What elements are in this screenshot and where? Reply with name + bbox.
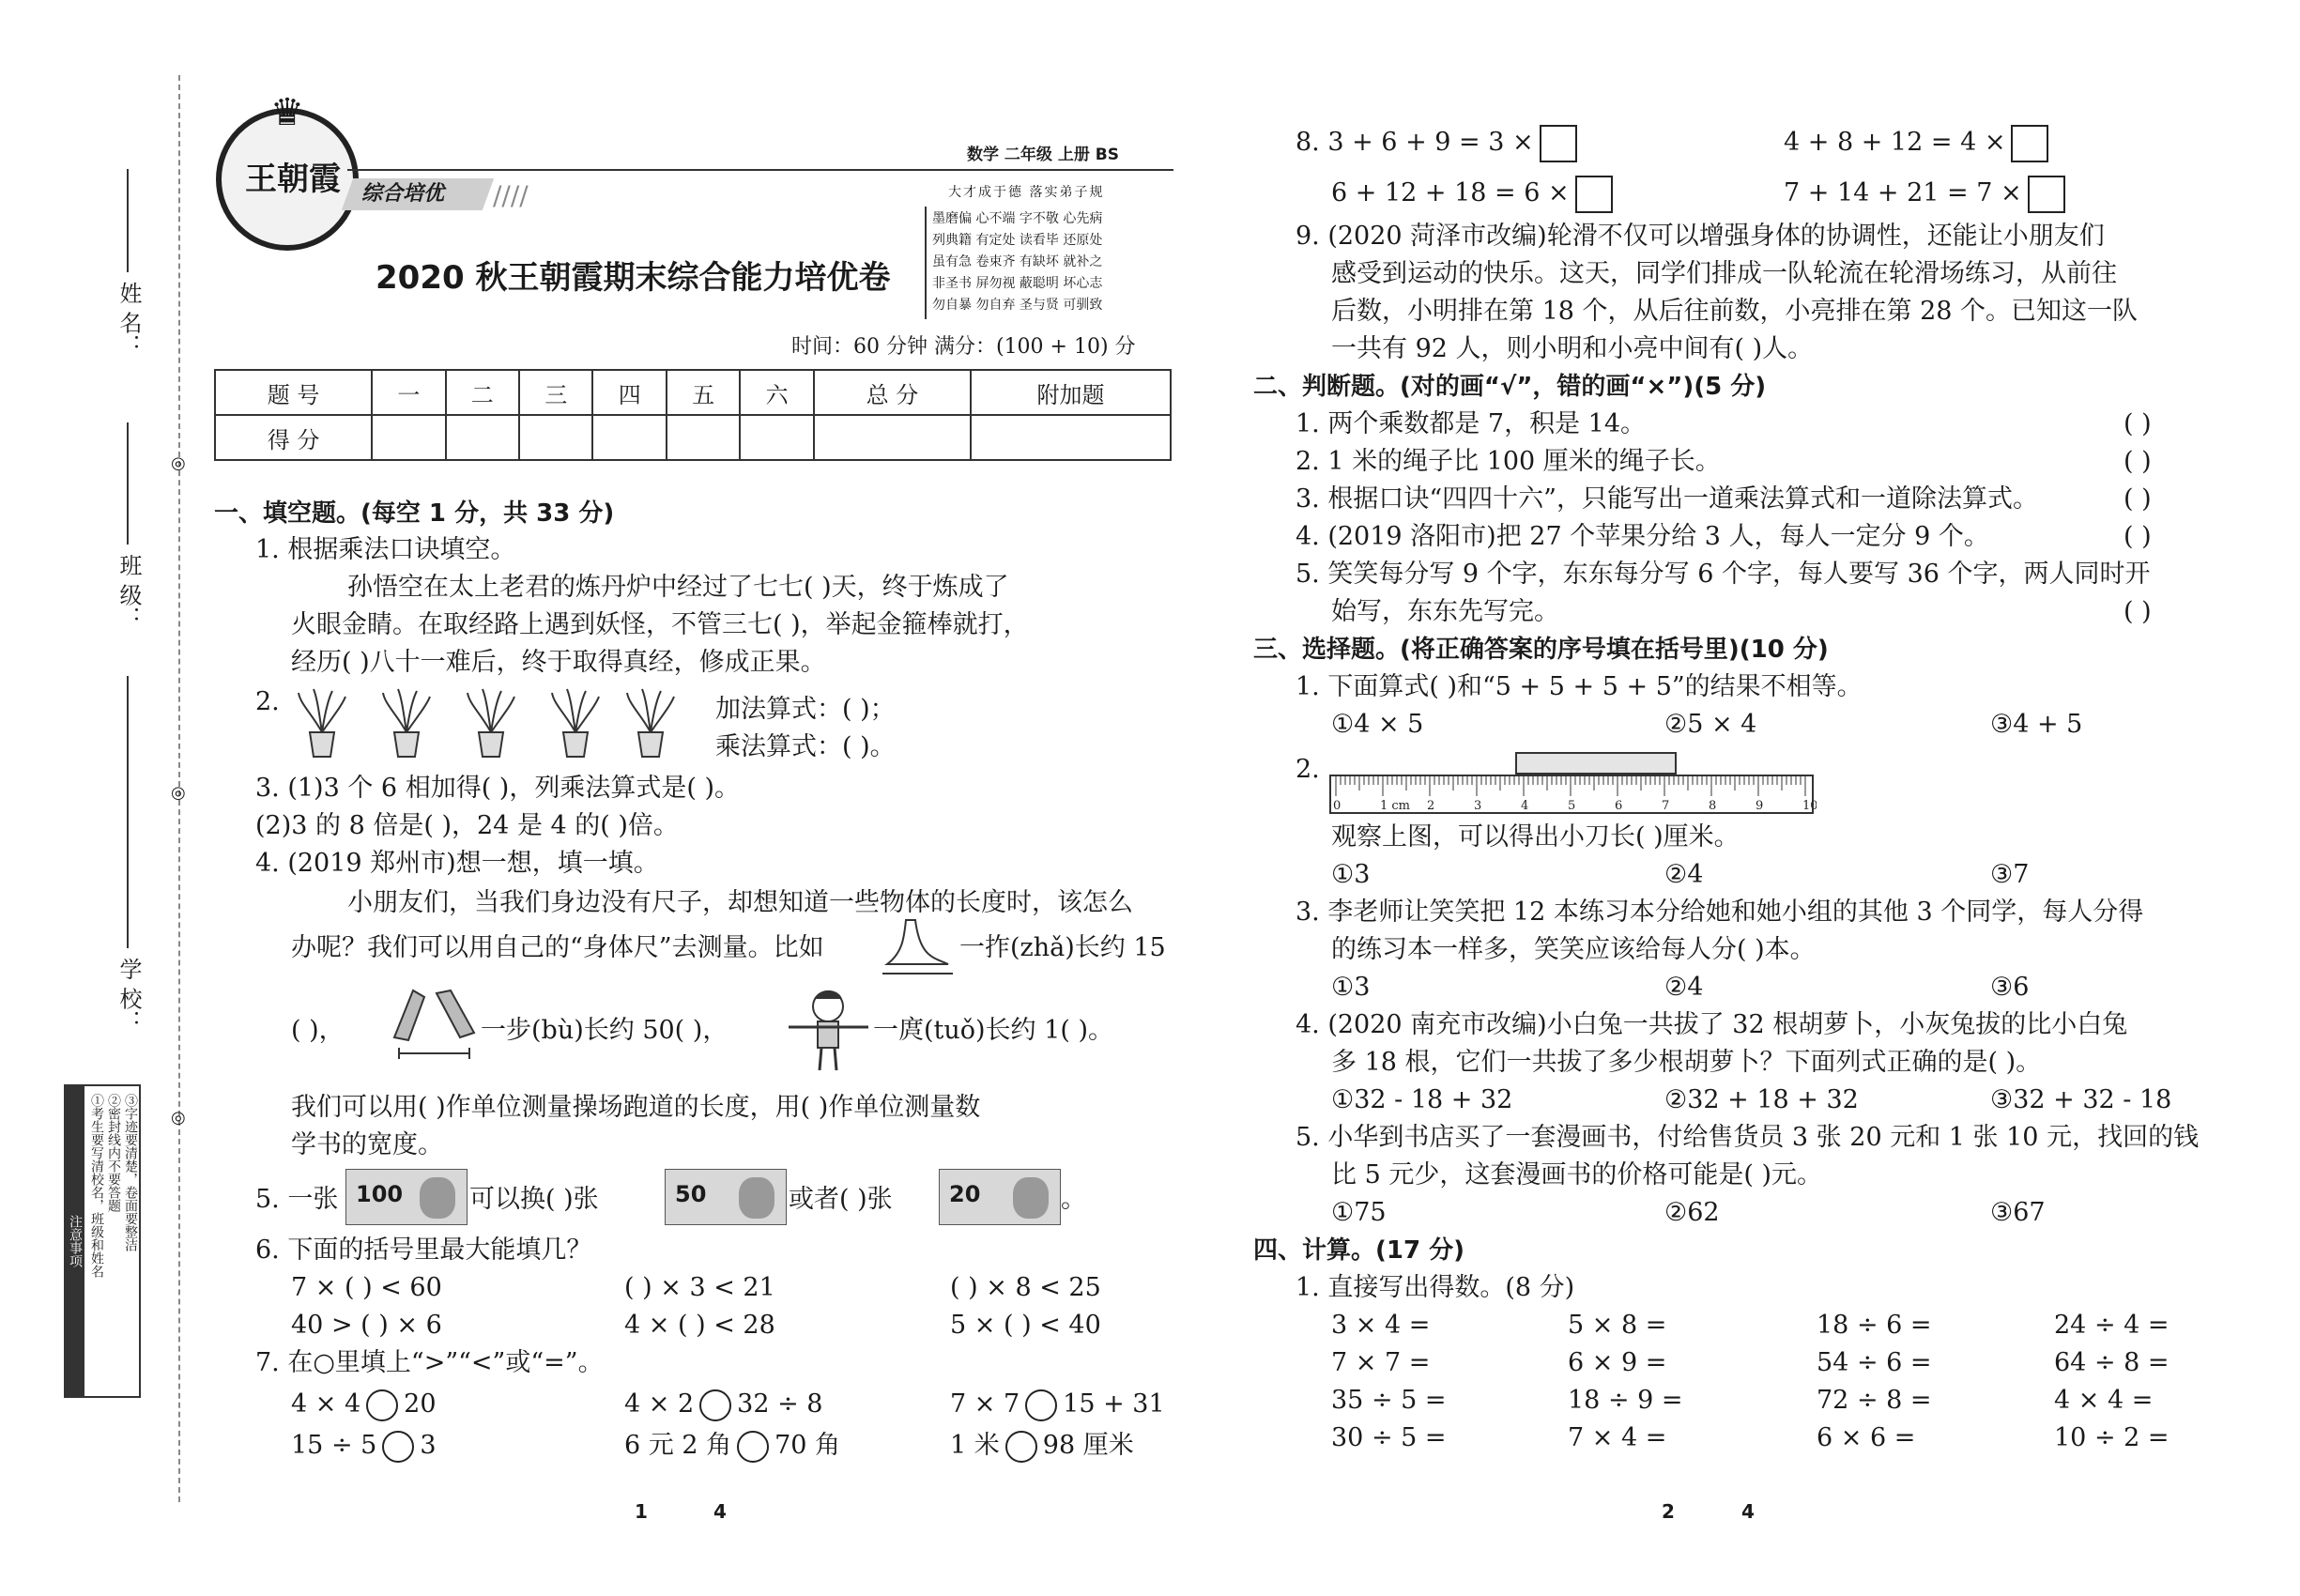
motto-row: 虽有急 卷束齐 有缺坏 就补之 xyxy=(932,254,1103,269)
notes-title: 注意事项 xyxy=(66,1086,84,1396)
choice-option: ③32 + 32 - 18 xyxy=(1990,1085,2172,1114)
ruler-label: 1 cm xyxy=(1380,799,1411,813)
score-header: 四 xyxy=(592,370,666,415)
q7-title: 7. 在○里填上“>”“<”或“=”。 xyxy=(255,1348,604,1377)
answer-box[interactable] xyxy=(2011,125,2048,162)
calc-item: 30 ÷ 5 = xyxy=(1331,1423,1447,1452)
judge-item: 3. 根据口诀“四四十六”，只能写出一道乘法算式和一道除法算式。 xyxy=(1296,484,2038,514)
section-3-title: 三、选择题。(将正确答案的序号填在括号里)(10 分) xyxy=(1253,636,1829,664)
q4-step: 一步(bù)长约 50( )， xyxy=(481,1016,728,1045)
ruler-label: 3 xyxy=(1474,799,1482,813)
judge-paren[interactable]: ( ) xyxy=(2124,484,2152,514)
score-cell[interactable] xyxy=(740,415,813,460)
score-header: 三 xyxy=(519,370,592,415)
portrait-icon xyxy=(420,1177,455,1219)
q5-text: 或者( )张 xyxy=(789,1185,893,1214)
seal-mark-icon: ◎ xyxy=(171,783,186,803)
motto-row: 列典籍 有定处 读看毕 还原处 xyxy=(932,233,1103,248)
q8-item: 8. 3 + 6 + 9 = 3 × xyxy=(1296,124,1577,162)
q8-item: 4 + 8 + 12 = 4 × xyxy=(1784,124,2048,162)
q2-label: 2. xyxy=(255,687,280,716)
page-number-right: 2 xyxy=(1662,1500,1675,1523)
class-underline xyxy=(127,422,129,545)
score-cell[interactable] xyxy=(971,415,1171,460)
q6-item: ( ) × 3 < 21 xyxy=(624,1273,775,1302)
motto-row: 墨磨偏 心不端 字不敬 心先病 xyxy=(932,211,1103,226)
judge-item: 4. (2019 洛阳市)把 27 个苹果分给 3 人，每人一定分 9 个。 xyxy=(1296,522,1989,551)
banknote-50-image xyxy=(665,1169,787,1225)
choice-stem: 5. 小华到书店买了一套漫画书，付给售货员 3 张 20 元和 1 张 10 元，找回的钱 xyxy=(1296,1123,2200,1152)
q9-line: 后数，小明排在第 18 个，从后往前数，小亮排在第 28 个。已知这一队 xyxy=(1331,297,2139,326)
compare-circle[interactable] xyxy=(382,1431,414,1463)
ruler-label: 7 xyxy=(1662,799,1670,813)
q7-item: 6 元 2 角 70 角 xyxy=(624,1427,840,1465)
ruler-with-knife-image xyxy=(1328,751,1817,817)
q7-item: 4 × 2 32 ÷ 8 xyxy=(624,1386,822,1423)
calc-item: 7 × 7 = xyxy=(1331,1348,1431,1377)
calc-item: 4 × 4 = xyxy=(2054,1386,2154,1415)
paper-title: 2020 秋王朝霞期末综合能力培优卷 xyxy=(376,259,891,297)
potted-plants-image xyxy=(293,685,678,760)
q7-item: 7 × 7 15 + 31 xyxy=(950,1386,1165,1423)
choice-option: ①3 xyxy=(1331,860,1371,889)
choice-option: ③7 xyxy=(1990,860,2030,889)
q9-line: 9. (2020 菏泽市改编)轮滑不仅可以增强身体的协调性，还能让小朋友们 xyxy=(1296,222,2105,251)
ruler-label: 0 xyxy=(1333,799,1342,813)
answer-box[interactable] xyxy=(2028,176,2065,213)
calc-item: 6 × 6 = xyxy=(1817,1423,1916,1452)
calc-item: 10 ÷ 2 = xyxy=(2054,1423,2170,1452)
score-header: 附加题 xyxy=(971,370,1171,415)
q9-line: 感受到运动的快乐。这天，同学们排成一队轮流在轮滑场练习，从前往 xyxy=(1331,259,2117,288)
note-item: ③字迹要清楚，卷面要整洁 xyxy=(123,1094,138,1251)
q8-item: 6 + 12 + 18 = 6 × xyxy=(1331,175,1613,213)
q2-mul: 乘法算式：( )。 xyxy=(715,732,896,761)
calc-item: 18 ÷ 9 = xyxy=(1568,1386,1683,1415)
ruler-label: 2 xyxy=(1427,799,1435,813)
q4-stem: 4. (2019 郑州市)想一想，填一填。 xyxy=(255,849,659,878)
choice-stem: 的练习本一样多，笑笑应该给每人分( )本。 xyxy=(1331,935,1816,964)
q6-title: 6. 下面的括号里最大能填几？ xyxy=(255,1235,592,1265)
banknote-value: 100 xyxy=(356,1181,404,1207)
q3-line: (2)3 的 8 倍是( )，24 是 4 的( )倍。 xyxy=(255,811,679,840)
score-header: 五 xyxy=(667,370,740,415)
q6-item: 5 × ( ) < 40 xyxy=(950,1311,1101,1340)
choice-option: ②4 xyxy=(1664,973,1704,1002)
q7-item: 4 × 4 20 xyxy=(291,1386,437,1423)
calc-item: 72 ÷ 8 = xyxy=(1817,1386,1932,1415)
score-header: 题 号 xyxy=(215,370,372,415)
notes-box xyxy=(64,1084,141,1398)
q1-line: 孙悟空在太上老君的炼丹炉中经过了七七( )天，终于炼成了 xyxy=(347,573,1009,602)
q4-line: 学书的宽度。 xyxy=(291,1130,443,1159)
answer-box[interactable] xyxy=(1575,176,1613,213)
q4-line: 我们可以用( )作单位测量操场跑道的长度，用( )作单位测量数 xyxy=(291,1093,981,1122)
calc-item: 3 × 4 = xyxy=(1331,1311,1431,1340)
motto-row: 勿自暴 勿自弃 圣与贤 可驯致 xyxy=(932,298,1103,313)
seal-mark-icon: ◎ xyxy=(171,1108,186,1128)
ruler-label: 4 xyxy=(1521,799,1529,813)
school-underline xyxy=(127,676,129,948)
choice-stem: 观察上图，可以得出小刀长( )厘米。 xyxy=(1331,822,1740,852)
calc-item: 5 × 8 = xyxy=(1568,1311,1667,1340)
choice-option: ②4 xyxy=(1664,860,1704,889)
score-cell[interactable] xyxy=(519,415,592,460)
q5-text: 。 xyxy=(1061,1185,1086,1214)
page-total-right: 4 xyxy=(1741,1500,1755,1523)
name-underline xyxy=(127,169,129,272)
banknote-value: 20 xyxy=(949,1181,981,1207)
compare-circle[interactable] xyxy=(1005,1431,1037,1463)
choice-stem: 3. 李老师让笑笑把 12 本练习本分给她和她小组的其他 3 个同学，每人分得 xyxy=(1296,898,2144,927)
portrait-icon xyxy=(739,1177,774,1219)
score-cell[interactable] xyxy=(592,415,666,460)
judge-paren[interactable]: ( ) xyxy=(2124,522,2152,551)
seal-mark-icon: ◎ xyxy=(171,453,186,473)
q3-line: 3. (1)3 个 6 相加得( )，列乘法算式是( )。 xyxy=(255,774,740,803)
choice-stem: 2. xyxy=(1296,755,1320,784)
q6-item: 40 > ( ) × 6 xyxy=(291,1311,442,1340)
calc-subtitle: 1. 直接写出得数。(8 分) xyxy=(1296,1273,1575,1302)
q7-item: 1 米 98 厘米 xyxy=(950,1427,1134,1465)
calc-item: 18 ÷ 6 = xyxy=(1817,1311,1932,1340)
score-row-label: 得 分 xyxy=(215,415,372,460)
q5-text: 可以换( )张 xyxy=(469,1185,599,1214)
judge-item: 5. 笑笑每分写 9 个字，东东每分写 6 个字，每人要写 36 个字，两人同时开 xyxy=(1296,560,2151,589)
banknote-20-image xyxy=(939,1169,1061,1225)
choice-option: ①32 - 18 + 32 xyxy=(1331,1085,1513,1114)
choice-option: ①4 × 5 xyxy=(1331,710,1424,739)
q4-line: 小朋友们，当我们身边没有尺子，却想知道一些物体的长度时，该怎么 xyxy=(347,888,1133,917)
choice-option: ②62 xyxy=(1664,1198,1720,1227)
portrait-icon xyxy=(1013,1177,1049,1219)
judge-paren[interactable]: ( ) xyxy=(2124,409,2152,438)
score-header: 一 xyxy=(372,370,445,415)
compare-circle[interactable] xyxy=(699,1389,731,1421)
brand-logo xyxy=(216,91,359,251)
choice-option: ②32 + 18 + 32 xyxy=(1664,1085,1859,1114)
score-cell[interactable] xyxy=(667,415,740,460)
section-1-title: 一、填空题。(每空 1 分，共 33 分) xyxy=(214,499,615,528)
q6-item: 7 × ( ) < 60 xyxy=(291,1273,442,1302)
band-label: 综合培优 xyxy=(361,182,445,206)
exam-time: 时间：60 分钟 满分：(100 + 10) 分 xyxy=(791,335,1136,359)
judge-item: 2. 1 米的绳子比 100 厘米的绳子长。 xyxy=(1296,447,1721,476)
q6-item: 4 × ( ) < 28 xyxy=(624,1311,775,1340)
note-item: ①考生要写清校名，班级和姓名 xyxy=(89,1094,104,1278)
stride-image xyxy=(385,986,479,1061)
q4-span: 一拃(zhǎ)长约 15 xyxy=(959,933,1166,962)
score-header: 二 xyxy=(446,370,519,415)
class-label: 班 级： xyxy=(115,554,142,629)
choice-stem: 多 18 根，它们一共拔了多少根胡萝卜？下面列式正确的是( )。 xyxy=(1331,1048,2042,1077)
choice-option: ③4 + 5 xyxy=(1990,710,2083,739)
ruler-label: 10 xyxy=(1802,799,1817,813)
ruler-label: 5 xyxy=(1568,799,1576,813)
school-label: 学 校： xyxy=(115,958,142,1033)
q2-add: 加法算式：( )； xyxy=(715,695,896,724)
q1-stem: 1. 根据乘法口诀填空。 xyxy=(255,535,516,564)
q8-item: 7 + 14 + 21 = 7 × xyxy=(1784,175,2065,213)
page-number-left: 1 xyxy=(635,1500,648,1523)
compare-circle[interactable] xyxy=(1025,1389,1057,1421)
q4-unit1: ( )， xyxy=(291,1016,345,1045)
q9-line: 一共有 92 人，则小明和小亮中间有( )人。 xyxy=(1331,334,1814,363)
score-table xyxy=(214,369,1172,461)
calc-item: 35 ÷ 5 = xyxy=(1331,1386,1447,1415)
compare-circle[interactable] xyxy=(737,1431,769,1463)
name-label: 姓 名： xyxy=(115,282,142,357)
motto-line: 大才成于德 落实弟子规 xyxy=(948,185,1105,200)
note-item: ②密封线内不要答题 xyxy=(106,1094,121,1212)
arm-span-boy-image xyxy=(784,986,873,1075)
q6-item: ( ) × 8 < 25 xyxy=(950,1273,1101,1302)
calc-item: 6 × 9 = xyxy=(1568,1348,1667,1377)
score-cell[interactable] xyxy=(446,415,519,460)
crown-icon: ♛ xyxy=(270,91,304,134)
judge-item: 1. 两个乘数都是 7，积是 14。 xyxy=(1296,409,1647,438)
choice-option: ③6 xyxy=(1990,973,2030,1002)
ruler-label: 6 xyxy=(1615,799,1623,813)
q1-line: 经历( )八十一难后，终于取得真经，修成正果。 xyxy=(291,648,826,677)
choice-option: ③67 xyxy=(1990,1198,2046,1227)
motto-rule xyxy=(925,207,927,319)
score-header: 六 xyxy=(740,370,813,415)
judge-paren[interactable]: ( ) xyxy=(2124,447,2152,476)
banknote-100-image xyxy=(345,1169,468,1225)
stripe-deco: //// xyxy=(493,180,529,211)
choice-stem: 比 5 元少，这套漫画书的价格可能是( )元。 xyxy=(1331,1160,1822,1189)
ruler-label: 9 xyxy=(1756,799,1764,813)
motto-row: 非圣书 屏勿视 蔽聪明 坏心志 xyxy=(932,276,1103,291)
compare-circle[interactable] xyxy=(366,1389,398,1421)
answer-box[interactable] xyxy=(1540,125,1577,162)
choice-option: ②5 × 4 xyxy=(1664,710,1757,739)
judge-item: 始写，东东先写完。 xyxy=(1331,597,1559,626)
subject-tag: 数学 二年级 上册 BS xyxy=(967,146,1119,164)
choice-stem: 4. (2020 南充市改编)小白兔一共拔了 32 根胡萝卜，小灰兔拔的比小白兔 xyxy=(1296,1010,2128,1039)
section-4-title: 四、计算。(17 分) xyxy=(1253,1236,1464,1265)
q4-line: 办呢？我们可以用自己的“身体尺”去测量。比如 xyxy=(291,933,824,962)
choice-option: ①3 xyxy=(1331,973,1371,1002)
page-total-left: 4 xyxy=(713,1500,727,1523)
header-rule xyxy=(347,169,1173,171)
score-header: 总 分 xyxy=(814,370,971,415)
hand-span-image xyxy=(878,915,958,981)
choice-stem: 1. 下面算式( )和“5 + 5 + 5 + 5”的结果不相等。 xyxy=(1296,672,1863,701)
calc-item: 54 ÷ 6 = xyxy=(1817,1348,1932,1377)
judge-paren[interactable]: ( ) xyxy=(2124,597,2152,626)
q7-item: 15 ÷ 5 3 xyxy=(291,1427,437,1465)
section-2-title: 二、判断题。(对的画“√”，错的画“×”)(5 分) xyxy=(1253,373,1767,401)
calc-item: 24 ÷ 4 = xyxy=(2054,1311,2170,1340)
motto-grid xyxy=(932,208,1102,316)
calc-item: 64 ÷ 8 = xyxy=(2054,1348,2170,1377)
q1-line: 火眼金睛。在取经路上遇到妖怪，不管三七( )，举起金箍棒就打， xyxy=(291,610,1029,639)
choice-option: ①75 xyxy=(1331,1198,1387,1227)
q5-text: 5. 一张 xyxy=(255,1185,339,1214)
score-cell[interactable] xyxy=(814,415,971,460)
score-cell[interactable] xyxy=(372,415,445,460)
banknote-value: 50 xyxy=(675,1181,707,1207)
q4-arm: 一庹(tuǒ)长约 1( )。 xyxy=(873,1016,1113,1045)
calc-item: 7 × 4 = xyxy=(1568,1423,1667,1452)
ruler-label: 8 xyxy=(1709,799,1717,813)
logo-brand: 王朝霞 xyxy=(245,161,341,198)
